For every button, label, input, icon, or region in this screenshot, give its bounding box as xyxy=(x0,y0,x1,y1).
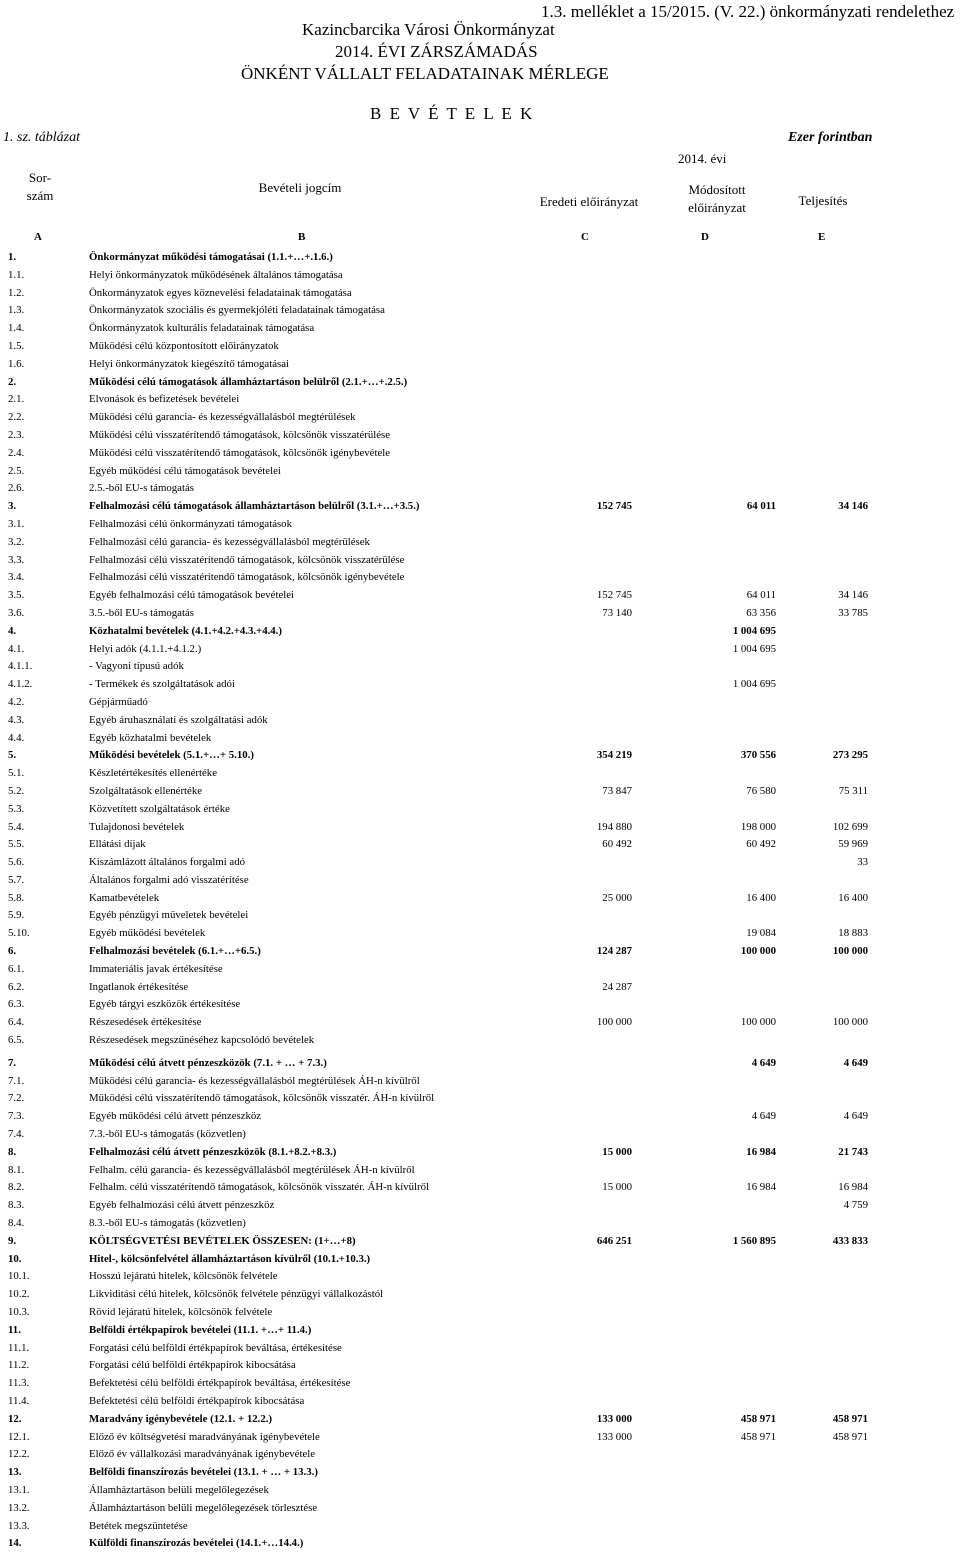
table-row xyxy=(0,498,960,516)
table-row xyxy=(0,1322,960,1340)
value-modositott: 100 000 xyxy=(740,1016,776,1029)
row-number: 13.3. xyxy=(8,1519,30,1532)
row-number: 1.4. xyxy=(8,322,25,335)
table-row xyxy=(0,765,960,783)
row-label: Államháztartáson belüli megelőlegezések xyxy=(89,1483,269,1496)
row-number: 7. xyxy=(8,1056,17,1069)
value-modositott: 64 011 xyxy=(746,500,776,513)
row-label: 7.3.-ből EU-s támogatás (közvetlen) xyxy=(89,1128,246,1141)
table-label: 1. sz. táblázat xyxy=(3,130,81,145)
row-number: 5.9. xyxy=(8,909,25,922)
row-label: Rövid lejáratú hitelek, kölcsönök felvétele xyxy=(89,1306,273,1319)
table-row xyxy=(0,925,960,943)
row-label: Felhalmozási célú támogatások államháztartáson belülről (3.1.+…+3.5.) xyxy=(89,500,420,513)
row-label: Működési célú garancia- és kezességvállalásból megtérülések xyxy=(89,411,356,424)
row-number: 11.1. xyxy=(8,1341,30,1354)
row-label: Helyi önkormányzatok működésének általános támogatása xyxy=(89,268,343,281)
row-number: 7.4. xyxy=(8,1128,25,1141)
column-letter-d: D xyxy=(701,231,709,243)
column-header-modositott: Módosított előirányzat xyxy=(688,182,746,215)
column-header-jogcim: Bevételi jogcím xyxy=(258,180,342,195)
table-row xyxy=(0,1446,960,1464)
row-number: 8.3. xyxy=(8,1199,25,1212)
row-label: Előző év vállalkozási maradványának igénybevétele xyxy=(89,1448,316,1461)
column-letter-c: C xyxy=(581,231,589,243)
row-number: 4.4. xyxy=(8,731,25,744)
value-modositott: 76 580 xyxy=(746,784,776,797)
document-title-balance: ÖNKÉNT VÁLLALT FELADATAINAK MÉRLEGE xyxy=(241,64,609,83)
column-letter-b: B xyxy=(298,231,306,243)
row-number: 5. xyxy=(8,749,17,762)
value-teljesites: 458 971 xyxy=(832,1412,868,1425)
value-modositott: 458 971 xyxy=(740,1412,776,1425)
row-label: Tulajdonosi bevételek xyxy=(89,820,185,833)
row-number: 10.1. xyxy=(8,1270,30,1283)
row-label: Egyéb áruhasználati és szolgáltatási adók xyxy=(89,713,268,726)
value-teljesites: 100 000 xyxy=(832,1016,868,1029)
value-modositott: 1 004 695 xyxy=(732,678,776,691)
table-row xyxy=(0,694,960,712)
value-eredeti: 60 492 xyxy=(602,838,632,851)
value-eredeti: 646 251 xyxy=(596,1234,632,1247)
table-row xyxy=(0,302,960,320)
row-number: 11.2. xyxy=(8,1359,30,1372)
table-row xyxy=(0,587,960,605)
table-row xyxy=(0,1144,960,1162)
row-number: 4.2. xyxy=(8,695,25,708)
value-teljesites: 100 000 xyxy=(832,945,868,958)
legal-reference: 1.3. melléklet a 15/2015. (V. 22.) önkormányzati rendelethez xyxy=(541,2,955,21)
table-row xyxy=(0,961,960,979)
table-row xyxy=(0,1411,960,1429)
row-number: 8.1. xyxy=(8,1163,25,1176)
table-row xyxy=(0,1215,960,1233)
column-letter-a: A xyxy=(34,231,42,243)
table-row xyxy=(0,1393,960,1411)
row-label: Egyéb működési célú átvett pénzeszköz xyxy=(89,1110,262,1123)
row-label: Likviditási célú hitelek, kölcsönök felvétele pénzügyi vállalkozástól xyxy=(89,1288,384,1301)
row-label: Önkormányzatok kulturális feladatainak támogatása xyxy=(89,322,315,335)
row-label: Államháztartáson belüli megelőlegezések törlesztése xyxy=(89,1501,318,1514)
row-number: 1.2. xyxy=(8,286,25,299)
table-row xyxy=(0,854,960,872)
row-number: 8.4. xyxy=(8,1217,25,1230)
row-number: 2.3. xyxy=(8,428,25,441)
row-number: 13.2. xyxy=(8,1501,30,1514)
row-number: 6.5. xyxy=(8,1034,25,1047)
row-label: Befektetési célú belföldi értékpapírok kibocsátása xyxy=(89,1395,305,1407)
table-row xyxy=(0,747,960,765)
row-number: 5.1. xyxy=(8,767,25,780)
row-label: Elvonások és befizetések bevételei xyxy=(89,393,240,406)
row-label: Forgatási célú belföldi értékpapírok kibocsátása xyxy=(89,1359,296,1372)
table-row xyxy=(0,1179,960,1197)
row-label: Önkormányzatok szociális és gyermekjóléti feladatainak támogatása xyxy=(89,304,385,317)
row-label: KÖLTSÉGVETÉSI BEVÉTELEK ÖSSZESEN: (1+…+8) xyxy=(89,1234,356,1247)
table-row xyxy=(0,1340,960,1358)
unit-label: Ezer forintban xyxy=(788,130,873,145)
row-number: 12.1. xyxy=(8,1430,30,1443)
row-number: 2.2. xyxy=(8,411,25,424)
row-label: Egyéb felhalmozási célú átvett pénzeszköz xyxy=(89,1199,275,1212)
value-eredeti: 25 000 xyxy=(602,891,632,904)
row-number: 4.1. xyxy=(8,642,25,655)
table-row xyxy=(0,249,960,267)
table-row xyxy=(0,409,960,427)
row-number: 1.1. xyxy=(8,268,25,281)
table-row xyxy=(0,872,960,890)
row-number: 11. xyxy=(8,1323,21,1336)
table-row xyxy=(0,1268,960,1286)
row-number: 3.6. xyxy=(8,606,25,619)
table-row xyxy=(0,819,960,837)
row-label: Felhalmozási célú átvett pénzeszközök (8.1.+8.2.+8.3.) xyxy=(89,1145,337,1158)
column-header-eredeti: Eredeti előirányzat xyxy=(539,194,639,209)
table-row xyxy=(0,1090,960,1108)
row-label: 8.3.-ből EU-s támogatás (közvetlen) xyxy=(89,1217,246,1230)
column-letters xyxy=(0,229,960,246)
value-eredeti: 124 287 xyxy=(596,945,632,958)
table-row xyxy=(0,1375,960,1393)
table-row xyxy=(0,569,960,587)
value-eredeti: 194 880 xyxy=(596,820,632,833)
row-label: - Vagyoni típusú adók xyxy=(89,660,184,673)
table-row xyxy=(0,1535,960,1553)
row-number: 1.6. xyxy=(8,357,25,370)
table-row xyxy=(0,641,960,659)
document-title-municipality: Kazincbarcika Városi Önkormányzat xyxy=(302,20,555,39)
row-number: 13. xyxy=(8,1466,22,1479)
table-row xyxy=(0,1032,960,1050)
value-teljesites: 18 883 xyxy=(838,927,868,940)
value-teljesites: 433 833 xyxy=(832,1234,868,1247)
table-row xyxy=(0,712,960,730)
table-row xyxy=(0,285,960,303)
row-number: 5.3. xyxy=(8,802,25,815)
table-row xyxy=(0,1197,960,1215)
table-row xyxy=(0,338,960,356)
value-eredeti: 133 000 xyxy=(596,1430,632,1443)
row-label: Működési célú átvett pénzeszközök (7.1. + … + 7.3.) xyxy=(89,1056,327,1069)
row-label: Egyéb felhalmozási célú támogatások bevételei xyxy=(89,589,295,602)
row-label: Befektetési célú belföldi értékpapírok beváltása, értékesítése xyxy=(89,1377,351,1390)
row-label: Egyéb pénzügyi műveletek bevételei xyxy=(89,909,249,922)
row-number: 1.5. xyxy=(8,339,25,352)
column-header-sorszam: Sor- szám xyxy=(26,170,54,203)
table-row xyxy=(0,623,960,641)
table-row xyxy=(0,1233,960,1251)
value-eredeti: 354 219 xyxy=(596,749,632,762)
value-eredeti: 100 000 xyxy=(596,1016,632,1029)
row-label: Részesedések megszűnéséhez kapcsolódó bevételek xyxy=(89,1034,315,1047)
value-modositott: 16 984 xyxy=(746,1145,776,1158)
revenue-table xyxy=(0,249,960,1553)
value-eredeti: 24 287 xyxy=(602,980,632,993)
row-label: Működési célú visszatérítendő támogatások, kölcsönök visszatérülése xyxy=(89,428,391,441)
row-label: Felhalm. célú garancia- és kezességvállalásból megtérülések ÁH-n kívülről xyxy=(89,1163,415,1176)
row-number: 10. xyxy=(8,1252,22,1265)
row-number: 3. xyxy=(8,500,17,513)
row-number: 2. xyxy=(8,375,17,388)
document-title-year: 2014. ÉVI ZÁRSZÁMADÁS xyxy=(335,42,538,61)
value-eredeti: 73 847 xyxy=(602,784,632,797)
table-row xyxy=(0,320,960,338)
row-number: 6.3. xyxy=(8,998,25,1011)
value-teljesites: 59 969 xyxy=(838,838,868,851)
row-number: 13.1. xyxy=(8,1483,30,1496)
row-number: 11.3. xyxy=(8,1377,30,1390)
table-row xyxy=(0,463,960,481)
table-row xyxy=(0,391,960,409)
section-title: B E V É T E L E K xyxy=(370,104,535,123)
table-row xyxy=(0,801,960,819)
row-label: Működési célú központosított előirányzatok xyxy=(89,339,279,352)
table-row xyxy=(0,267,960,285)
row-label: Felhalmozási bevételek (6.1.+…+6.5.) xyxy=(89,945,261,958)
row-number: 4.1.2. xyxy=(8,678,33,691)
column-header xyxy=(0,145,960,229)
value-modositott: 19 084 xyxy=(746,927,776,940)
row-label: Felhalmozási célú visszatérítendő támogatások, kölcsönök visszatérülése xyxy=(89,553,405,566)
value-eredeti: 73 140 xyxy=(602,606,632,619)
row-label: Külföldi finanszírozás bevételei (14.1.+…14.4.) xyxy=(89,1537,304,1550)
row-label: Készletértékesítés ellenértéke xyxy=(89,767,217,780)
table-row xyxy=(0,658,960,676)
row-number: 6. xyxy=(8,945,17,958)
table-row xyxy=(0,1500,960,1518)
row-number: 5.4. xyxy=(8,820,25,833)
value-teljesites: 75 311 xyxy=(838,784,868,797)
value-eredeti: 15 000 xyxy=(602,1181,632,1194)
table-row xyxy=(0,1162,960,1180)
row-label: Közvetített szolgáltatások értéke xyxy=(89,802,230,815)
value-modositott: 198 000 xyxy=(740,820,776,833)
row-number: 6.2. xyxy=(8,980,25,993)
row-label: Hosszú lejáratú hitelek, kölcsönök felvétele xyxy=(89,1270,278,1283)
table-row xyxy=(0,979,960,997)
value-modositott: 1 004 695 xyxy=(732,642,776,655)
value-eredeti: 133 000 xyxy=(596,1412,632,1425)
row-label: Működési bevételek (5.1.+…+ 5.10.) xyxy=(89,749,254,762)
row-number: 1.3. xyxy=(8,304,25,317)
row-number: 11.4. xyxy=(8,1395,30,1407)
row-label: Önkormányzat működési támogatásai (1.1.+…+.1.6.) xyxy=(89,251,333,263)
row-label: Egyéb működési célú támogatások bevételei xyxy=(89,464,281,477)
value-teljesites: 4 759 xyxy=(843,1199,868,1212)
row-label: - Termékek és szolgáltatások adói xyxy=(89,678,235,691)
row-number: 14. xyxy=(8,1537,22,1550)
table-row xyxy=(0,552,960,570)
row-label: Egyéb közhatalmi bevételek xyxy=(89,731,212,744)
value-modositott: 64 011 xyxy=(746,589,776,602)
value-modositott: 63 356 xyxy=(746,606,776,619)
row-number: 3.3. xyxy=(8,553,25,566)
value-eredeti: 15 000 xyxy=(602,1145,632,1158)
table-row xyxy=(0,605,960,623)
row-number: 3.1. xyxy=(8,517,25,530)
value-modositott: 1 560 895 xyxy=(732,1234,776,1247)
table-row xyxy=(0,1073,960,1091)
value-modositott: 458 971 xyxy=(740,1430,776,1443)
table-row xyxy=(0,534,960,552)
table-row xyxy=(0,996,960,1014)
row-label: Egyéb tárgyi eszközök értékesítése xyxy=(89,998,241,1011)
table-row xyxy=(0,1055,960,1073)
value-teljesites: 102 699 xyxy=(832,820,868,833)
row-number: 4.1.1. xyxy=(8,660,33,673)
table-row xyxy=(0,1286,960,1304)
value-modositott: 16 984 xyxy=(746,1181,776,1194)
row-label: Előző év költségvetési maradványának igénybevétele xyxy=(89,1430,320,1443)
table-row xyxy=(0,516,960,534)
row-label: Egyéb működési bevételek xyxy=(89,927,206,940)
row-number: 3.4. xyxy=(8,571,25,584)
row-label: Működési célú garancia- és kezességvállalásból megtérülések ÁH-n kívülről xyxy=(89,1074,420,1087)
row-number: 5.6. xyxy=(8,856,25,869)
value-modositott: 16 400 xyxy=(746,891,776,904)
row-number: 7.1. xyxy=(8,1074,25,1087)
value-modositott: 4 649 xyxy=(751,1110,776,1123)
row-label: 2.5.-ből EU-s támogatás xyxy=(89,482,194,495)
row-label: Szolgáltatások ellenértéke xyxy=(89,784,203,797)
table-row xyxy=(0,1518,960,1536)
row-number: 5.5. xyxy=(8,838,25,851)
row-label: Helyi önkormányzatok kiegészítő támogatásai xyxy=(89,357,289,370)
row-label: 3.5.-ből EU-s támogatás xyxy=(89,606,194,619)
row-number: 12. xyxy=(8,1412,22,1425)
table-row xyxy=(0,1429,960,1447)
row-number: 3.2. xyxy=(8,535,25,548)
row-label: Betétek megszüntetése xyxy=(89,1519,188,1532)
value-modositott: 100 000 xyxy=(740,945,776,958)
row-number: 10.2. xyxy=(8,1288,30,1301)
table-row xyxy=(0,890,960,908)
table-row xyxy=(0,445,960,463)
table-row xyxy=(0,1014,960,1032)
table-row xyxy=(0,1304,960,1322)
row-number: 8.2. xyxy=(8,1181,25,1194)
value-teljesites: 16 984 xyxy=(838,1181,868,1194)
row-number: 1. xyxy=(8,251,17,263)
row-label: Kamatbevételek xyxy=(89,891,160,904)
value-modositott: 370 556 xyxy=(740,749,776,762)
row-label: Közhatalmi bevételek (4.1.+4.2.+4.3.+4.4.) xyxy=(89,624,282,637)
row-label: Felhalmozási célú visszatérítendő támogatások, kölcsönök igénybevétele xyxy=(89,571,405,584)
table-row xyxy=(0,907,960,925)
value-modositott: 60 492 xyxy=(746,838,776,851)
column-letter-e: E xyxy=(818,231,826,243)
table-row xyxy=(0,356,960,374)
row-label: Felhalmozási célú önkormányzati támogatások xyxy=(89,517,292,530)
row-number: 4. xyxy=(8,624,17,637)
row-number: 2.5. xyxy=(8,464,25,477)
row-label: Részesedések értékesítése xyxy=(89,1016,202,1029)
value-teljesites: 458 971 xyxy=(832,1430,868,1443)
table-row xyxy=(0,1108,960,1126)
column-header-teljesites: Teljesítés xyxy=(798,193,848,208)
value-teljesites: 273 295 xyxy=(832,749,868,762)
row-label: Ingatlanok értékesítése xyxy=(89,980,189,993)
row-label: Immateriális javak értékesítése xyxy=(89,962,223,975)
table-row xyxy=(0,427,960,445)
value-modositott: 4 649 xyxy=(751,1056,776,1069)
row-label: Ellátási díjak xyxy=(89,838,146,851)
row-number: 2.4. xyxy=(8,446,25,459)
row-number: 7.3. xyxy=(8,1110,25,1123)
value-teljesites: 4 649 xyxy=(843,1110,868,1123)
row-number: 8. xyxy=(8,1145,17,1158)
row-number: 12.2. xyxy=(8,1448,30,1461)
value-eredeti: 152 745 xyxy=(596,500,632,513)
row-label: Belföldi értékpapírok bevételei (11.1. +…+ 11.4.) xyxy=(89,1323,312,1336)
row-label: Felhalmozási célú garancia- és kezességvállalásból megtérülések xyxy=(89,535,370,548)
row-number: 9. xyxy=(8,1234,17,1247)
row-number: 4.3. xyxy=(8,713,25,726)
row-number: 5.8. xyxy=(8,891,25,904)
row-label: Forgatási célú belföldi értékpapírok beváltása, értékesítése xyxy=(89,1341,342,1354)
row-label: Működési célú visszatérítendő támogatások, kölcsönök igénybevétele xyxy=(89,446,391,459)
value-teljesites: 34 146 xyxy=(838,500,868,513)
table-row xyxy=(0,676,960,694)
row-label: Működési célú támogatások államháztartáson belülről (2.1.+…+.2.5.) xyxy=(89,375,408,388)
row-number: 6.1. xyxy=(8,962,25,975)
row-label: Kiszámlázott általános forgalmi adó xyxy=(89,856,246,869)
row-number: 10.3. xyxy=(8,1306,30,1319)
row-label: Helyi adók (4.1.1.+4.1.2.) xyxy=(89,642,202,655)
value-eredeti: 152 745 xyxy=(596,589,632,602)
table-row xyxy=(0,1251,960,1269)
row-number: 7.2. xyxy=(8,1092,25,1105)
table-row xyxy=(0,480,960,498)
row-label: Gépjárműadó xyxy=(89,695,148,708)
table-row xyxy=(0,836,960,854)
value-teljesites: 4 649 xyxy=(843,1056,868,1069)
row-label: Hitel-, kölcsönfelvétel államháztartáson kívülről (10.1.+10.3.) xyxy=(89,1252,371,1265)
value-teljesites: 21 743 xyxy=(838,1145,868,1158)
table-row xyxy=(0,730,960,748)
row-number: 5.7. xyxy=(8,873,25,886)
row-label: Belföldi finanszírozás bevételei (13.1. + … + 13.3.) xyxy=(89,1466,318,1479)
row-number: 5.2. xyxy=(8,784,25,797)
value-teljesites: 34 146 xyxy=(838,589,868,602)
year-label: 2014. évi xyxy=(678,151,727,166)
table-row xyxy=(0,1357,960,1375)
row-number: 5.10. xyxy=(8,927,30,940)
table-row xyxy=(0,374,960,392)
value-teljesites: 33 785 xyxy=(838,606,868,619)
row-label: Működési célú visszatérítendő támogatások, kölcsönök visszatér. ÁH-n kívülről xyxy=(89,1092,435,1105)
table-row xyxy=(0,943,960,961)
row-number: 3.5. xyxy=(8,589,25,602)
table-row xyxy=(0,1464,960,1482)
value-teljesites: 33 xyxy=(857,856,868,869)
table-row xyxy=(0,1482,960,1500)
row-number: 6.4. xyxy=(8,1016,25,1029)
row-label: Maradvány igénybevétele (12.1. + 12.2.) xyxy=(89,1412,273,1425)
table-row xyxy=(0,1126,960,1144)
row-label: Felhalm. célú visszatérítendő támogatások, kölcsönök visszatér. ÁH-n kívülről xyxy=(89,1181,430,1194)
value-teljesites: 16 400 xyxy=(838,891,868,904)
row-label: Általános forgalmi adó visszatérítése xyxy=(89,873,249,886)
row-number: 2.6. xyxy=(8,482,25,495)
row-number: 2.1. xyxy=(8,393,25,406)
value-modositott: 1 004 695 xyxy=(732,624,776,637)
row-label: Önkormányzatok egyes köznevelési feladatainak támogatása xyxy=(89,286,352,299)
table-row xyxy=(0,783,960,801)
